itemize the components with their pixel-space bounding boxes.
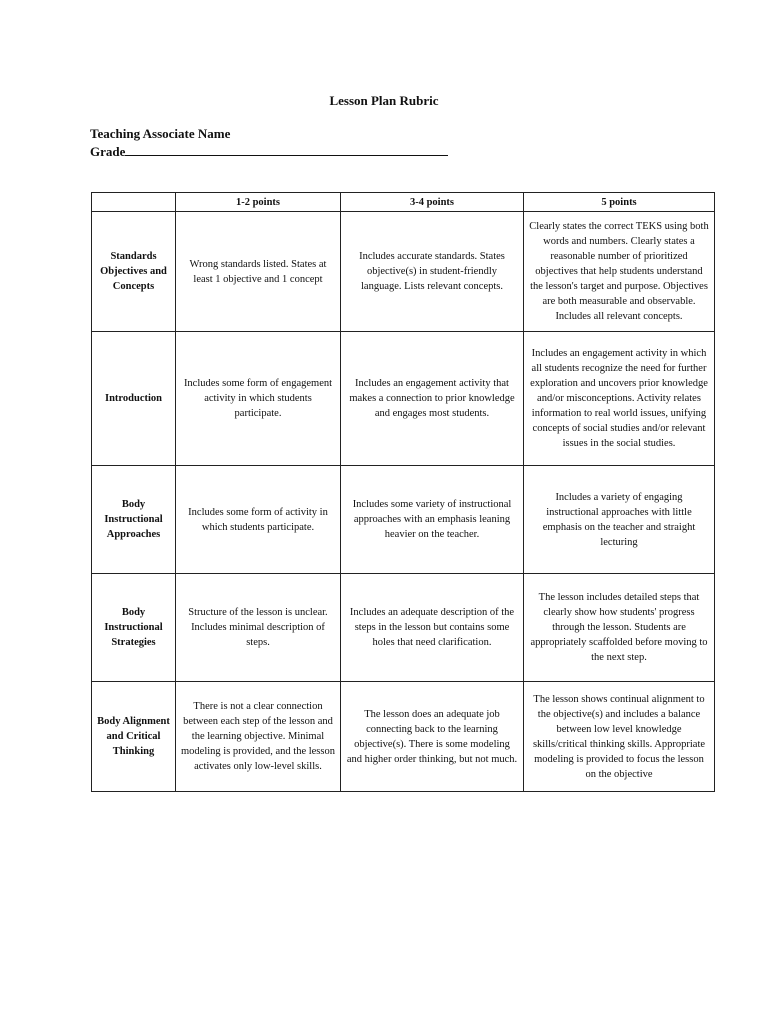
cell-5-points: Includes an engagement activity in which all students recognize the need for further exploration and uncovers prior knowledge and/or misconceptions. Activity relates information to real world issues, unifying concepts of social studies and/or relevant issues in the social studies. (524, 332, 715, 466)
cell-1-2-points: Includes some form of activity in which students participate. (176, 466, 341, 574)
cell-5-points: The lesson includes detailed steps that clearly show how students' progress through the lesson. Students are appropriately scaffolded before moving to the next step. (524, 574, 715, 682)
criterion-body-alignment-critical-thinking: Body Alignment and Critical Thinking (92, 682, 176, 792)
cell-3-4-points: The lesson does an adequate job connecting back to the learning objective(s). There is some modeling and higher order thinking, but not much. (341, 682, 524, 792)
teaching-associate-name-label: Teaching Associate Name (90, 126, 231, 141)
cell-3-4-points: Includes an engagement activity that makes a connection to prior knowledge and engages most students. (341, 332, 524, 466)
header-1-2-points: 1-2 points (176, 193, 341, 212)
criterion-body-instructional-approaches: Body Instructional Approaches (92, 466, 176, 574)
table-row (92, 574, 715, 682)
header-criterion (92, 193, 176, 212)
table-row (92, 332, 715, 466)
header-3-4-points: 3-4 points (341, 193, 524, 212)
rubric-table (91, 192, 715, 792)
criterion-standards: Standards Objectives and Concepts (92, 212, 176, 332)
cell-1-2-points: Includes some form of engagement activity in which students participate. (176, 332, 341, 466)
criterion-introduction: Introduction (92, 332, 176, 466)
cell-5-points: Clearly states the correct TEKS using both words and numbers. Clearly states a reasonable number of prioritized objectives that help students understand the lesson's target and purpose. Objectives are both measurable and observable. Includes all relevant concepts. (524, 212, 715, 332)
page-title: Lesson Plan Rubric (329, 93, 439, 108)
cell-1-2-points: There is not a clear connection between each step of the lesson and the learning objective. Minimal modeling is provided, and the lesson activates only low-level skills. (176, 682, 341, 792)
cell-1-2-points: Structure of the lesson is unclear. Includes minimal description of steps. (176, 574, 341, 682)
cell-5-points: Includes a variety of engaging instructional approaches with little emphasis on the teacher and straight lecturing (524, 466, 715, 574)
grade-underline (125, 143, 448, 156)
criterion-body-instructional-strategies: Body Instructional Strategies (92, 574, 176, 682)
cell-1-2-points: Wrong standards listed. States at least 1 objective and 1 concept (176, 212, 341, 332)
grade-line (90, 143, 448, 160)
cell-3-4-points: Includes some variety of instructional approaches with an emphasis leaning heavier on the teacher. (341, 466, 524, 574)
grade-label: Grade (90, 144, 126, 159)
cell-3-4-points: Includes accurate standards. States objective(s) in student-friendly language. Lists relevant concepts. (341, 212, 524, 332)
header-5-points: 5 points (524, 193, 715, 212)
cell-3-4-points: Includes an adequate description of the steps in the lesson but contains some holes that need clarification. (341, 574, 524, 682)
cell-5-points: The lesson shows continual alignment to the objective(s) and includes a balance between low level knowledge skills/critical thinking skills. Appropriate modeling is provided to focus the lesson on the objective (524, 682, 715, 792)
table-row (92, 212, 715, 332)
rubric-header-row (92, 193, 715, 212)
table-row (92, 682, 715, 792)
table-row (92, 466, 715, 574)
